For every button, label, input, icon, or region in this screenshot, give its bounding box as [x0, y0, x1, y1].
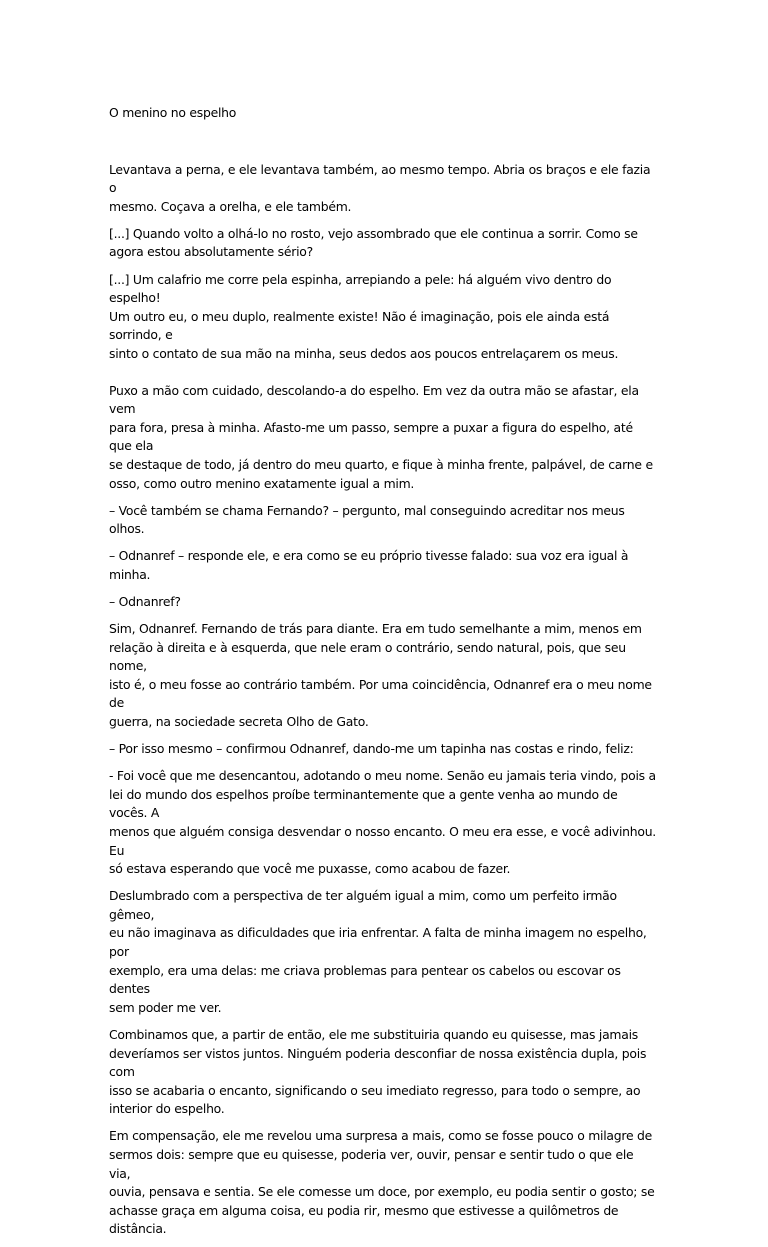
paragraph-12: Combinamos que, a partir de então, ele me substituiria quando eu quisesse, mas jamais deveríamos ser vistos juntos. Ninguém poderia desconfiar de nossa existência dupla, pois com isso se acabaria o encanto, significando o seu imediato regresso, para todo o sempre, ao interior do espelho.	[109, 1026, 647, 1117]
paragraph-9: – Por isso mesmo – confirmou Odnanref, dando-me um tapinha nas costas e rindo, feliz:	[109, 741, 634, 757]
paragraph-8: Sim, Odnanref. Fernando de trás para diante. Era em tudo semelhante a mim, menos em relação à direita e à esquerda, que nele eram o contrário, sendo natural, pois, que seu nome, isto é, o meu fosse ao contrário também. Por uma coincidência, Odnanref era o meu nome de guerra, na sociedade secreta Olho de Gato.	[109, 621, 652, 730]
paragraph-10: - Foi você que me desencantou, adotando o meu nome. Senão eu jamais teria vindo, pois a lei do mundo dos espelhos proíbe terminantemente que a gente venha ao mundo de vocês. A menos que alguém consiga desvendar o nosso encanto. O meu era esse, e você adivinhou. Eu só estava esperando que você me puxasse, como acabou de fazer.	[109, 768, 657, 877]
paragraph-13: Em compensação, ele me revelou uma surpresa a mais, como se fosse pouco o milagre de sermos dois: sempre que eu quisesse, poderia ver, ouvir, pensar e sentir tudo o que ele via, ouvia, pensava e sentia. Se ele comesse um doce, por exemplo, eu podia sentir o gosto; se achasse graça em alguma coisa, eu podia rir, mesmo que estivesse a quilômetros de distância.	[109, 1128, 655, 1237]
paragraph-4: Puxo a mão com cuidado, descolando-a do espelho. Em vez da outra mão se afastar, ela vem para fora, presa à minha. Afasto-me um passo, sempre a puxar a figura do espelho, até que ela se destaque de todo, já dentro do meu quarto, e fique à minha frente, palpável, de carne e osso, como outro menino exatamente igual a mim.	[109, 382, 653, 491]
paragraph-5: – Você também se chama Fernando? – pergunto, mal conseguindo acreditar nos meus olhos.	[109, 502, 625, 537]
paragraph-1: Levantava a perna, e ele levantava também, ao mesmo tempo. Abria os braços e ele fazia o mesmo. Coçava a orelha, e ele também.	[109, 161, 651, 214]
document-body	[109, 104, 657, 1247]
paragraph-7: – Odnanref?	[109, 593, 181, 609]
paragraph-11: Deslumbrado com a perspectiva de ter alguém igual a mim, como um perfeito irmão gêmeo, eu não imaginava as dificuldades que iria enfrentar. A falta de minha imagem no espelho, por exemplo, era uma delas: me criava problemas para pentear os cabelos ou escovar os dentes sem poder me ver.	[109, 888, 647, 1015]
paragraph-2: [...] Quando volto a olhá-lo no rosto, vejo assombrado que ele continua a sorrir. Como se agora estou absolutamente sério?	[109, 225, 638, 260]
paragraph-3: [...] Um calafrio me corre pela espinha, arrepiando a pele: há alguém vivo dentro do espelho! Um outro eu, o meu duplo, realmente existe! Não é imaginação, pois ele ainda está sorrindo, e sinto o contato de sua mão na minha, seus dedos aos poucos entrelaçarem os meus.	[109, 271, 619, 361]
document-title: O menino no espelho	[109, 105, 237, 120]
paragraph-6: – Odnanref – responde ele, e era como se eu próprio tivesse falado: sua voz era igual à minha.	[109, 548, 629, 582]
